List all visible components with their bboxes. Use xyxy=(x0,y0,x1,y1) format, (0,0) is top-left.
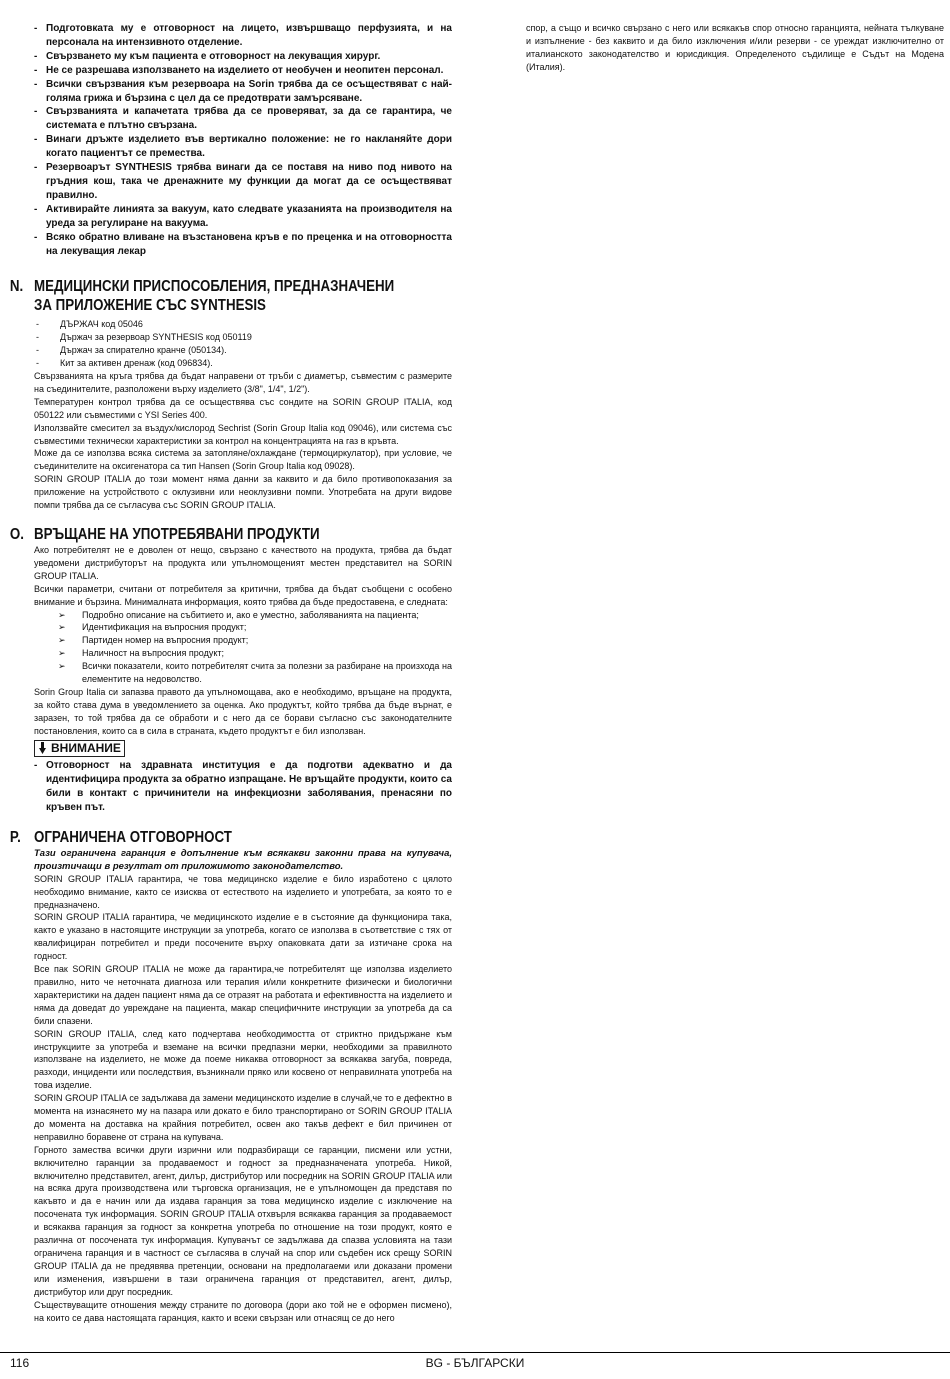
list-item: - Държач за спирателно кранче (050134). xyxy=(34,344,452,357)
section-p-title xyxy=(9,828,451,847)
list-item: ➢ Наличност на въпросния продукт; xyxy=(34,647,452,660)
list-item: ➢ Всички показатели, които потребителят счита за полезни за разбиране на произхода на елементите на недоволство. xyxy=(34,660,452,686)
paragraph: SORIN GROUP ITALIA, след като подчертава необходимостта от стриктно придържане към инструкциите за употреба и вземане на всички предпазни мерки, необходими за правилното използване на изделието, не може да поеме никаква отговорност за всякаква загуба, повреда, разходи, инциденти или последствия, възникнали пряко или косвено от неправилната употреба на това изделие. xyxy=(34,1028,452,1091)
paragraph: Температурен контрол трябва да се осъществява със сондите на SORIN GROUP ITALIA, код 050122 или съвместими с YSI Series 400. xyxy=(34,396,452,420)
warranty-intro: Тази ограничена гаранция е допълнение към всякакви законни права на купувача, произтичащи в резултат от приложимото законодателство. xyxy=(34,847,452,872)
list-item: ➢ Идентификация на въпросния продукт; xyxy=(34,621,452,634)
paragraph: Все пак SORIN GROUP ITALIA не може да гарантира,че потребителят ще използва изделието правилно, нито че неточната диагноза или терапия и/или конкретните физически и биологични характеристики на даден пациент няма да се отразят на работата и ефективността на изделието и няма да доведат до увреждане на пациента, макар специфичните инструкции за употреба да са били спазени. xyxy=(34,964,452,1026)
paragraph: Може да се използва всяка система за затопляне/охлаждане (термоциркулатор), при условие, че съединителите на оксигенатора са тип Hansen (Sorin Group Italia код 09028). xyxy=(34,448,452,472)
info-arrow-list xyxy=(34,609,452,686)
paragraph: Горното замества всички други изрични или подразбиращи се гаранции, писмени или устни, включително гаранции за продаваемост и годност за предназначената употреба. Никой, включително представител, агент, дилър, дистрибутор или посредник на SORIN GROUP ITALIA или на всяка друга производствена или търговска организация, не е упълномощен да представя по какъвто и да е начин или да издава гаранция за това медицинско изделие с изключение на посочената тук информация. SORIN GROUP ITALIA отхвърля всякаква гаранция за продаваемост и всякаква гаранция за годност за конкретна употреба по отношение на този продукт, която е различна от посочената тук информация. Купувачът се задължава да спазва условията на тази ограничена гаранция и в частност се съгласява в случай на спор или съдебен иск срещу SORIN GROUP ITALIA да не предявява претенции, основани на предполагаеми или доказани промени или изменения, извършени в тази ограничена гаранция от представител, агент, дилър, дистрибутор или друг посредник. xyxy=(34,1144,452,1297)
paragraph: Свързванията на кръга трябва да бъдат направени от тръби с диаметър, съвместим с размерите на съединителите, разположени върху изделието (3/8", 1/4", 1/2"). xyxy=(34,371,452,394)
list-item: - Подготовката му е отговорност на лицето, извършващо перфузията, и на персонала на интензивното отделение. xyxy=(34,22,452,50)
list-item: - Кит за активен дренаж (код 096834). xyxy=(34,357,452,370)
paragraph: Sorin Group Italia си запазва правото да упълномощава, ако е необходимо, връщане на продукта, за който става дума в уведомлението за оценка. Ако продуктът, който трябва да бъде върнат, е заразен, то той трябва да се обработи и с него да се борави съгласно със законодателните постановления, които са в сила в страната, където продуктът е бил използван. xyxy=(34,686,452,736)
paragraph: Всички параметри, считани от потребителя за критични, трябва да бъдат съобщени с особено внимание и бързина. Минималната информация, която трябва да бъде предоставена, е следната: xyxy=(34,583,452,607)
paragraph: Използвайте смесител за въздух/кислород Sechrist (Sorin Group Italia код 09046), или система със съвместими технически характеристики за контрол на концентрацията на газ в кръвта. xyxy=(34,422,452,446)
section-title-line: ВРЪЩАНЕ НА УПОТРЕБЯВАНИ ПРОДУКТИ xyxy=(34,526,320,543)
paragraph: спор, а също и всичко свързано с него или всякакъв спор относно гаранцията, нейната тълкуване и изпълнение - без каквито и да било изключения и/или резерви - се уреждат изключително от италианското законодателство и юрисдикция. Определеното съдилище е Съдът на Модена (Италия). xyxy=(526,23,944,72)
list-item: - Отговорност на здравната институция е да подготви адекватно и да идентифицира продукта за обратно изпращане. Не връщайте продукти, които са били в контакт с причинители на инфекциозни заболявания, пренасяни по кръвен път. xyxy=(34,759,452,815)
list-item: - Свързванията и капачетата трябва да се проверяват, за да се гарантира, че системата е плътно свързана. xyxy=(34,105,452,133)
accessory-list xyxy=(34,318,452,370)
paragraph: SORIN GROUP ITALIA се задължава да замени медицинското изделие в случай,че то е дефектно в момента на изнасянето му на пазара или докато е било транспортирано от SORIN GROUP ITALIA до момента на доставка на крайния потребител, освен ако такъв дефект е бил причинен от неправилно боравене от страна на купувача. xyxy=(34,1093,452,1142)
section-letter: N. xyxy=(9,278,24,296)
section-n-title xyxy=(9,277,451,315)
paragraph: SORIN GROUP ITALIA гарантира, че медицинското изделие е в състояние да функционира така, както е указано в настоящите инструкции за употреба, когато се използва в съответствие с тях от квалифициран потребител и преди посочените върху опаковката дати за изтичане срока на годност. xyxy=(34,912,452,962)
list-item: ➢ Подробно описание на събитието и, ако е уместно, заболяванията на пациента; xyxy=(34,609,452,622)
list-item: - Активирайте линията за вакуум, като следвате указанията на производителя на уреда за регулиране на вакуума. xyxy=(34,203,452,231)
list-item: - Свързването му към пациента е отговорност на лекуващия хирург. xyxy=(34,50,452,64)
footer-divider xyxy=(0,1352,950,1353)
section-letter: O. xyxy=(9,526,25,543)
section-title-line: МЕДИЦИНСКИ ПРИСПОСОБЛЕНИЯ, ПРЕДНАЗНАЧЕНИ xyxy=(34,278,395,296)
section-o-title xyxy=(9,525,451,544)
section-title-line: ЗА ПРИЛОЖЕНИЕ СЪС SYNTHESIS xyxy=(34,297,266,315)
left-column xyxy=(9,22,452,1324)
list-item: - Винаги дръжте изделието във вертикално положение: не го накланяйте дори когато пациентът се премества. xyxy=(34,133,452,161)
paragraph: SORIN GROUP ITALIA гарантира, че това медицинско изделие е било изработено с цялото необходимо внимание, както се изисква от естеството на изделието и употребата, за която то е предназначено. xyxy=(34,873,452,910)
paragraph: Ако потребителят не е доволен от нещо, свързано с качеството на продукта, трябва да бъдат уведомени дистрибуторът на продукта или упълномощеният местен представител на SORIN GROUP ITALIA. xyxy=(34,545,452,581)
paragraph: SORIN GROUP ITALIA до този момент няма данни за каквито и да било противопоказания за приложение на устройството с оклузивни или неоклузивни помпи. Употребата на други видове помпи трябва да се съгласува със SORIN GROUP ITALIA. xyxy=(34,474,452,511)
warning-badge xyxy=(34,740,125,757)
paragraph: Съществуващите отношения между страните по договора (дори ако той не е оформен писмено), на които се дава настоящата гаранция, както и всеки свързан или отнасящ се до него xyxy=(34,1299,452,1323)
warning-label: ВНИМАНИЕ xyxy=(51,740,121,755)
list-item: - Резервоарът SYNTHESIS трябва винаги да се поставя на ниво под нивото на гръдния кош, така че дренажните му функции да могат да се осъществяват правилно. xyxy=(34,161,452,203)
section-letter: P. xyxy=(9,828,21,846)
language-label: BG - БЪЛГАРСКИ xyxy=(425,1356,525,1370)
list-item: - Държач за резервоар SYNTHESIS код 050119 xyxy=(34,331,452,344)
list-item: ➢ Партиден номер на въпросния продукт; xyxy=(34,634,452,647)
list-item: - ДЪРЖАЧ код 05046 xyxy=(34,318,452,331)
warning-list xyxy=(34,759,452,815)
hand-pointer-icon xyxy=(38,742,47,754)
right-column xyxy=(526,22,944,74)
list-item: - Не се разрешава използването на изделието от необучен и неопитен персонал. xyxy=(34,64,452,78)
intro-bullet-list xyxy=(34,22,452,258)
list-item: - Всички свързвания към резервоара на Sorin трябва да се осъществяват с най-голяма грижа и бързина с цел да се предотврати замърсяване. xyxy=(34,78,452,106)
section-title-line: ОГРАНИЧЕНА ОТГОВОРНОСТ xyxy=(34,828,232,846)
list-item: - Всяко обратно вливане на възстановена кръв е по преценка и на отговорността на лекуващия лекар xyxy=(34,231,452,259)
page-number: 116 xyxy=(10,1356,30,1370)
